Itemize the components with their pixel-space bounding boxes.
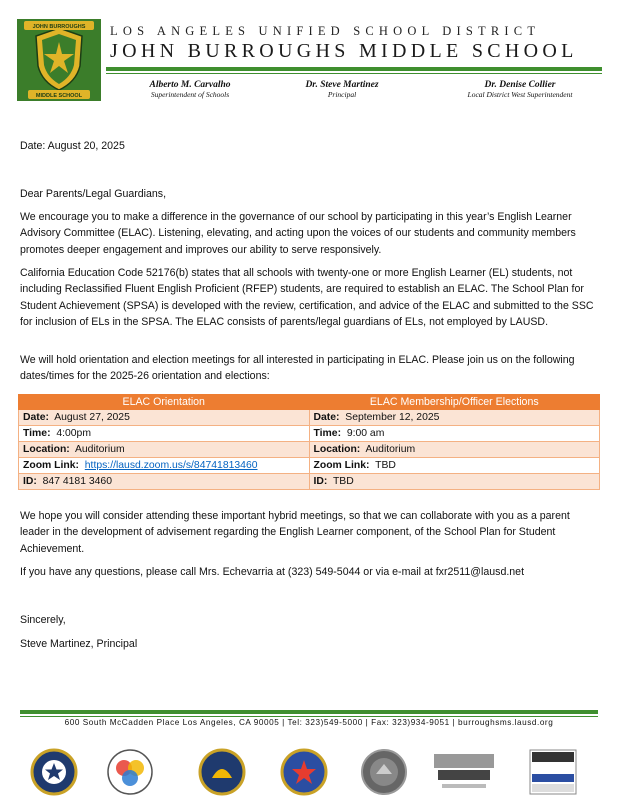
ed-results-honor-roll-badge [432, 748, 496, 796]
signature: Steve Martinez, Principal [20, 638, 138, 650]
letter-date: Date: August 20, 2025 [20, 140, 125, 152]
orientation-header: ELAC Orientation [19, 395, 310, 410]
state-award-badge [198, 748, 246, 796]
table-row: Date: August 27, 2025 Date: September 12, 2025 [19, 410, 600, 426]
paragraph-2: California Education Code 52176(b) states that all schools with twenty-one or more English Learner (EL) students, not including Reclassified Fluent English Proficient (RFEP) students, are required to establish an ELAC. The School Plan for Student Achievement (SPSA) is developed with the review, certification, and advice of the ELAC and submitted to the SSC for inclusion of ELs in the SPSA. The ELAC consists of parents/legal guardians of ELs, not employed by LAUSD. [20, 267, 594, 328]
svg-text:JOHN BURROUGHS: JOHN BURROUGHS [32, 24, 86, 30]
table-row: Time: 4:00pm Time: 9:00 am [19, 426, 600, 442]
achievement-award-badge [280, 748, 328, 796]
svg-text:MIDDLE SCHOOL: MIDDLE SCHOOL [35, 93, 83, 99]
closing: Sincerely, [20, 614, 66, 626]
official-superintendent: Alberto M. Carvalho Superintendent of Schools [149, 80, 231, 99]
national-forum-badge [106, 748, 154, 796]
paragraph-3: We will hold orientation and election meetings for all interested in participating in ELAC. Please join us on the following dates/times for the 2025-26 orientation and elections: [20, 354, 575, 383]
district-name: LOS ANGELES UNIFIED SCHOOL DISTRICT [110, 24, 541, 38]
paragraph-5: If you have any questions, please call Mrs. Echevarria at (323) 549-5044 or via e-mail at fxr2511@lausd.net [20, 566, 525, 578]
header-rule [106, 67, 602, 71]
school-name: JOHN BURROUGHS MIDDLE SCHOOL [110, 40, 578, 62]
best-middle-schools-badge [528, 748, 578, 796]
school-crest-logo [16, 18, 102, 102]
header-rule-thin [106, 73, 602, 74]
meetings-table [18, 394, 600, 490]
table-row: Location: Auditorium Location: Auditorium [19, 442, 600, 458]
table-row: ID: 847 4181 3460 ID: TBD [19, 474, 600, 490]
official-local-superintendent: Dr. Denise Collier Local District West Superintendent [467, 80, 573, 99]
footer-rule [20, 710, 598, 714]
official-principal: Dr. Steve Martinez Principal [305, 80, 379, 99]
paragraph-1: We encourage you to make a difference in the governance of our school by participating in this year’s English Learner Advisory Committee (ELAC). Listening, elevating, and acting upon the voices of our students and community members promotes deeper engagement and improves our ability to serve responsively. [20, 211, 576, 256]
california-pbis-badge [360, 748, 408, 796]
footer-rule-thin [20, 716, 598, 717]
table-row: Zoom Link: https://lausd.zoom.us/s/84741813460 Zoom Link: TBD [19, 458, 600, 474]
elections-header: ELAC Membership/Officer Elections [309, 395, 600, 410]
paragraph-4: We hope you will consider attending these important hybrid meetings, so that we can collaborate with you as a parent leader in the development of advisement regarding the English Learner component, of the School Plan for Student Achievement. [20, 510, 570, 555]
footer-address: 600 South McCadden Place Los Angeles, CA 90005 | Tel: 323)549-5000 | Fax: 323)934-9051 | burroughsms.lausd.org [64, 718, 554, 727]
award-seal-badge [30, 748, 78, 796]
salutation: Dear Parents/Legal Guardians, [20, 188, 167, 200]
zoom-link[interactable]: https://lausd.zoom.us/s/84741813460 [84, 460, 258, 471]
